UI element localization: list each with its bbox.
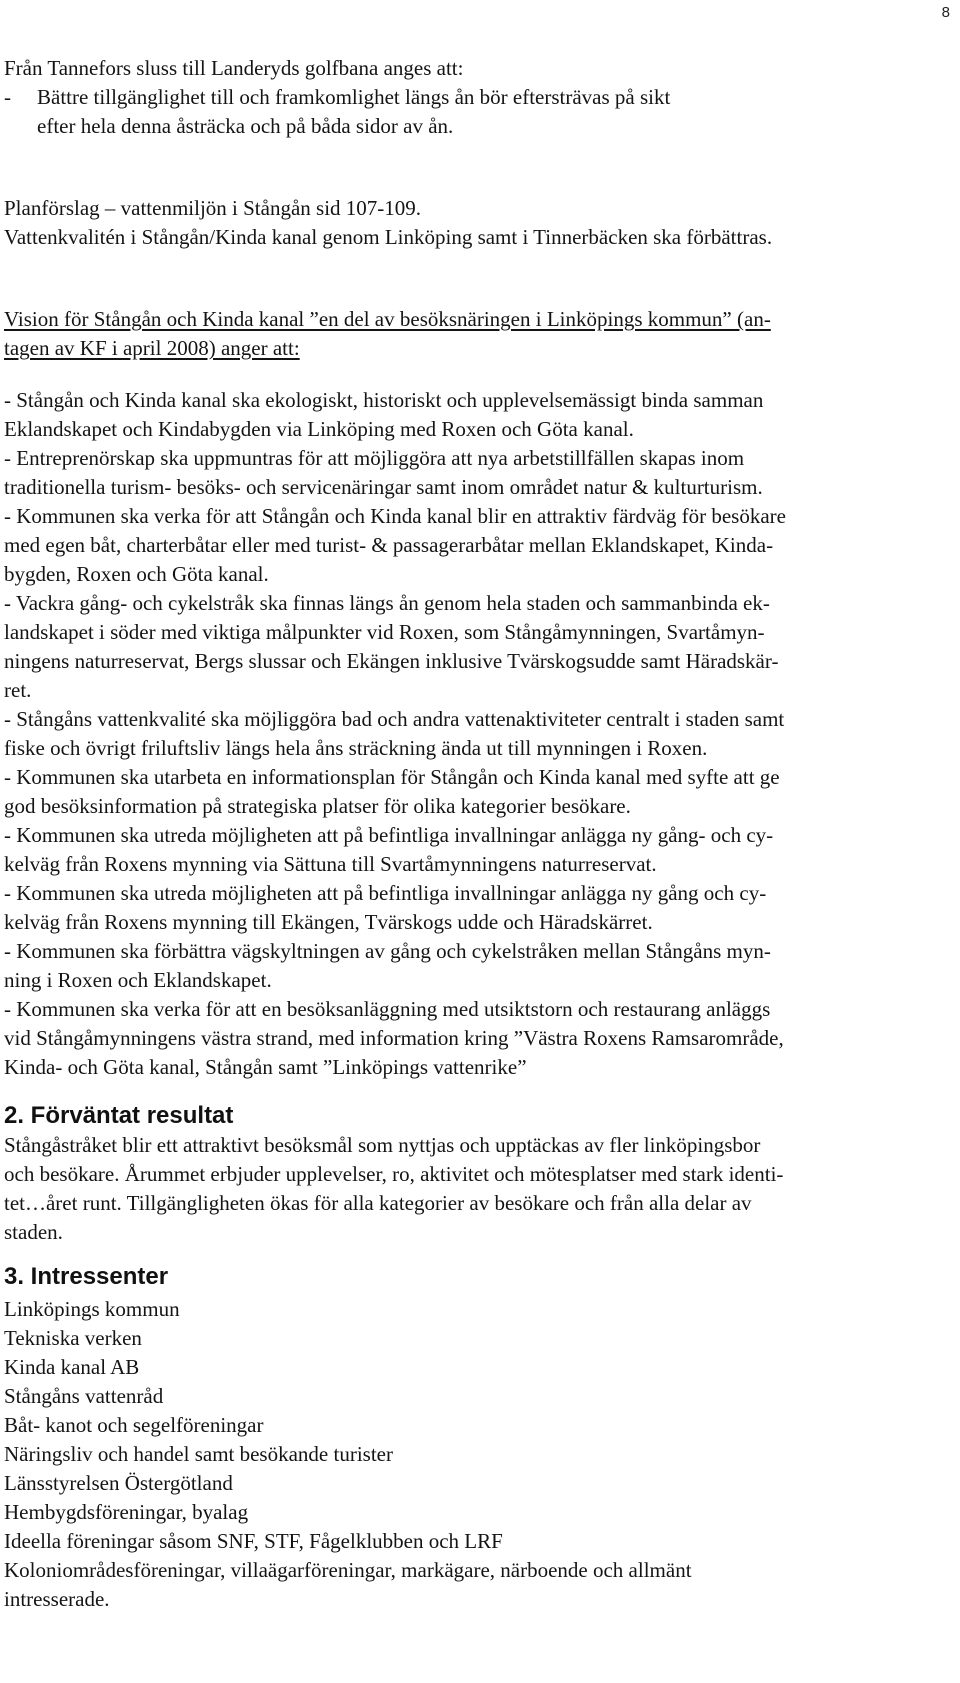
vision-line: kelväg från Roxens mynning till Ekängen, Tvärskogs udde och Häradskärret. — [4, 910, 653, 934]
vision-title-line-1 — [4, 306, 771, 332]
bullet-dash: - — [4, 85, 11, 109]
resultat-line: tet…året runt. Tillgängligheten ökas för alla kategorier av besökare och från alla delar av — [4, 1191, 752, 1215]
list-item: intresserade. — [4, 1587, 110, 1611]
vision-line: - Kommunen ska utreda möjligheten att på befintliga invallningar anlägga ny gång- och cy- — [4, 823, 774, 847]
vision-line: - Stångån och Kinda kanal ska ekologiskt, historiskt och upplevelsemässigt binda samman — [4, 388, 764, 412]
vision-line: ning i Roxen och Eklandskapet. — [4, 968, 272, 992]
list-item: Linköpings kommun — [4, 1297, 180, 1321]
heading-forvantat-resultat: 2. Förväntat resultat — [4, 1102, 234, 1129]
vision-line: fiske och övrigt friluftsliv längs hela åns sträckning ända ut till mynningen i Roxen. — [4, 736, 708, 760]
vision-title-line-2 — [4, 335, 300, 361]
vision-line: bygden, Roxen och Göta kanal. — [4, 562, 269, 586]
bullet-text: Bättre tillgänglighet till och framkomlighet längs ån bör eftersträvas på sikt — [37, 85, 671, 109]
tannefors-bullet-line — [4, 84, 670, 110]
resultat-line: Stångåstråket blir ett attraktivt besöksmål som nyttjas och upptäckas av fler linköpingsbor — [4, 1133, 761, 1157]
list-item: Kinda kanal AB — [4, 1355, 140, 1379]
vision-line: - Kommunen ska verka för att en besöksanläggning med utsiktstorn och restaurang anläggs — [4, 997, 771, 1021]
list-item: Tekniska verken — [4, 1326, 142, 1350]
list-item: Båt- kanot och segelföreningar — [4, 1413, 264, 1437]
page-number: 8 — [941, 4, 950, 21]
vision-line: - Vackra gång- och cykelstråk ska finnas längs ån genom hela staden och sammanbinda ek- — [4, 591, 770, 615]
resultat-line: och besökare. Årummet erbjuder upplevelser, ro, aktivitet och mötesplatser med stark identi- — [4, 1162, 784, 1186]
vision-line: med egen båt, charterbåtar eller med turist- & passagerarbåtar mellan Eklandskapet, Kinda- — [4, 533, 774, 557]
vision-line: - Kommunen ska förbättra vägskyltningen av gång och cykelstråken mellan Stångåns myn- — [4, 939, 771, 963]
vision-line: god besöksinformation på strategiska platser för olika kategorier besökare. — [4, 794, 631, 818]
vision-line: - Entreprenörskap ska uppmuntras för att möjliggöra att nya arbetstillfällen skapas inom — [4, 446, 745, 470]
vision-line: kelväg från Roxens mynning via Sättuna till Svartåmynningens naturreservat. — [4, 852, 657, 876]
list-item: Hembygdsföreningar, byalag — [4, 1500, 249, 1524]
vision-line: Eklandskapet och Kindabygden via Linköping med Roxen och Göta kanal. — [4, 417, 634, 441]
tannefors-bullet-continuation: efter hela denna åsträcka och på båda sidor av ån. — [37, 114, 454, 138]
list-item: Stångåns vattenråd — [4, 1384, 164, 1408]
vision-title-underlined: tagen av KF i april 2008) anger att: — [4, 336, 300, 360]
vision-line: - Kommunen ska verka för att Stångån och Kinda kanal blir en attraktiv färdväg för besökare — [4, 504, 786, 528]
vision-line: ret. — [4, 678, 32, 702]
tannefors-intro: Från Tannefors sluss till Landeryds golfbana anges att: — [4, 56, 464, 80]
vision-line: Kinda- och Göta kanal, Stångån samt ”Linköpings vattenrike” — [4, 1055, 527, 1079]
list-item: Näringsliv och handel samt besökande turister — [4, 1442, 393, 1466]
vision-line: - Stångåns vattenkvalité ska möjliggöra bad och andra vattenaktiviteter centralt i staden samt — [4, 707, 785, 731]
vision-line: landskapet i söder med viktiga målpunkter vid Roxen, som Stångåmynningen, Svartåmyn- — [4, 620, 765, 644]
list-item: Länsstyrelsen Östergötland — [4, 1471, 233, 1495]
vision-line: - Kommunen ska utarbeta en informationsplan för Stångån och Kinda kanal med syfte att ge — [4, 765, 780, 789]
vision-title-underlined: Vision för Stångån och Kinda kanal ”en del av besöksnäringen i Linköpings kommun” (an- — [4, 307, 771, 331]
vision-line: traditionella turism- besöks- och servicenäringar samt inom området natur & kulturturism. — [4, 475, 763, 499]
vision-line: vid Stångåmynningens västra strand, med information kring ”Västra Roxens Ramsarområde, — [4, 1026, 784, 1050]
list-item: Koloniområdesföreningar, villaägarföreningar, markägare, närboende och allmänt — [4, 1558, 692, 1582]
list-item: Ideella föreningar såsom SNF, STF, Fågelklubben och LRF — [4, 1529, 503, 1553]
vision-line: ningens naturreservat, Bergs slussar och Ekängen inklusive Tvärskogsudde samt Häradskär- — [4, 649, 779, 673]
planforslag-line-1: Planförslag – vattenmiljön i Stångån sid 107-109. — [4, 196, 422, 220]
heading-intressenter: 3. Intressenter — [4, 1263, 169, 1290]
vision-line: - Kommunen ska utreda möjligheten att på befintliga invallningar anlägga ny gång och cy- — [4, 881, 767, 905]
resultat-line: staden. — [4, 1220, 63, 1244]
planforslag-line-2: Vattenkvalitén i Stångån/Kinda kanal genom Linköping samt i Tinnerbäcken ska förbättras. — [4, 225, 773, 249]
